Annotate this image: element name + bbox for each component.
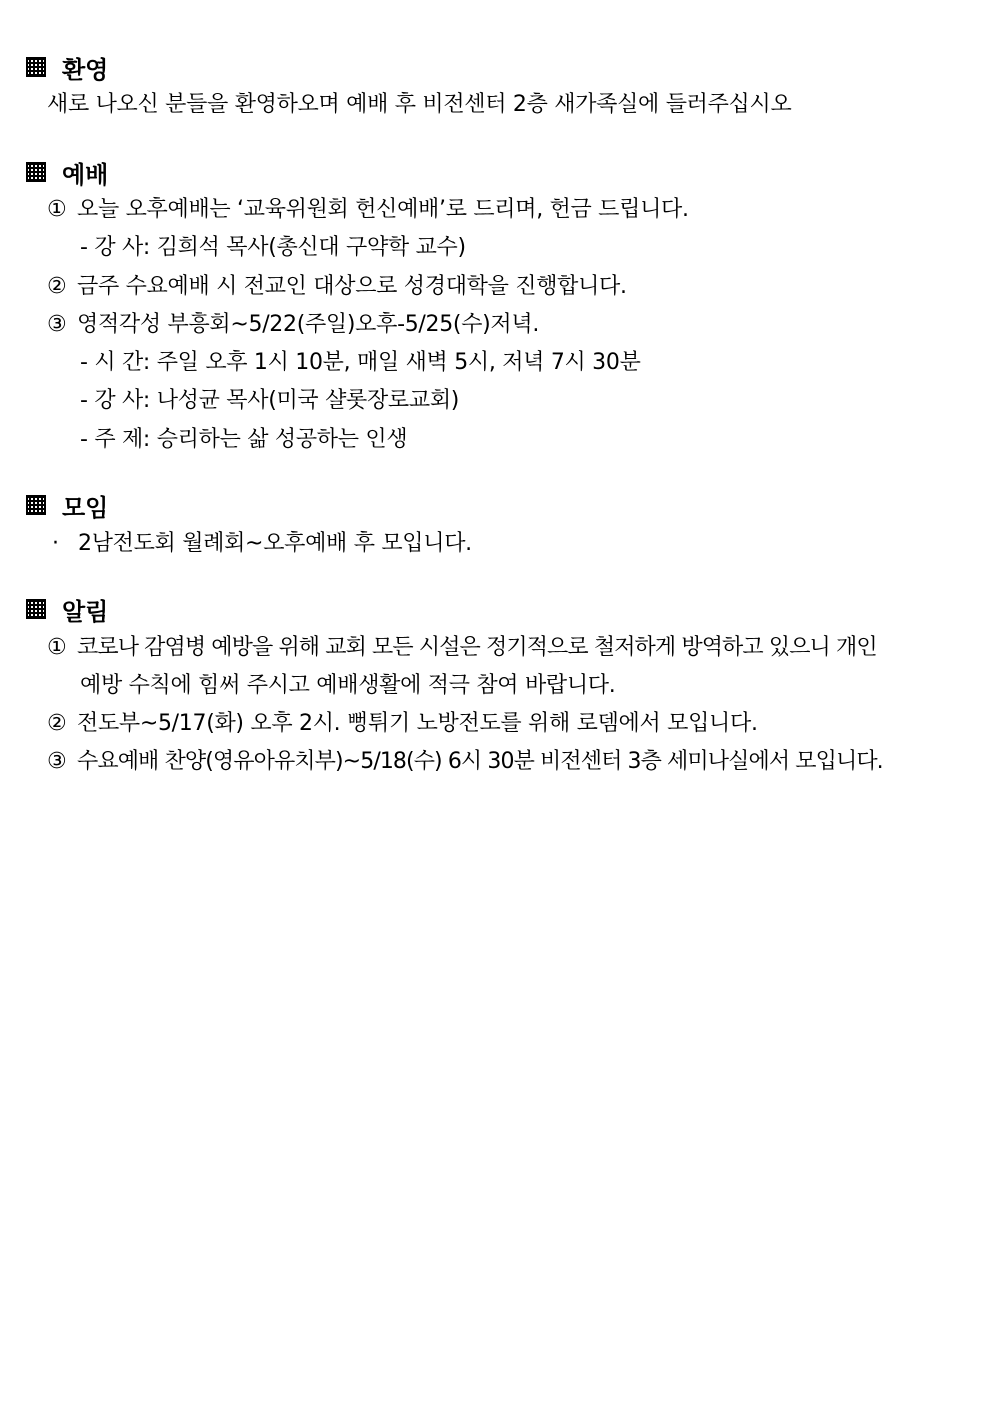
section-title: 환영 — [62, 55, 109, 84]
item-text: 영적각성 부흥회~5/22(주일)오후-5/25(수)저녁. — [77, 312, 540, 337]
bullet-dot-icon: · — [52, 531, 59, 556]
section-title: 예배 — [62, 160, 109, 189]
checker-square-icon — [26, 495, 46, 515]
section-heading — [26, 488, 108, 522]
section-heading — [26, 592, 108, 626]
item-text: 수요예배 찬양(영유아유치부)~5/18(수) 6시 30분 비전센터 3층 세미나실에서 모입니다. — [77, 749, 883, 774]
list-subitem: - 강 사: 김희석 목사(총신대 구약학 교수) — [80, 235, 466, 260]
section-heading — [26, 155, 108, 189]
item-number: ③ — [47, 312, 67, 337]
item-text: 전도부~5/17(화) 오후 2시. 뻥튀기 노방전도를 위해 로뎀에서 모입니다. — [77, 711, 758, 736]
item-number: ① — [47, 197, 67, 222]
item-text: 코로나 감염병 예방을 위해 교회 모든 시설은 정기적으로 철저하게 방역하고 있으니 개인 — [77, 635, 877, 660]
item-number: ① — [47, 635, 66, 660]
list-item — [47, 194, 689, 226]
list-subitem: - 시 간: 주일 오후 1시 10분, 매일 새벽 5시, 저녁 7시 30분 — [80, 350, 641, 375]
item-number: ② — [47, 711, 67, 736]
list-item — [47, 632, 877, 664]
section-title: 알림 — [62, 597, 109, 626]
list-item — [52, 528, 472, 560]
section-heading — [26, 50, 108, 84]
list-subitem: - 강 사: 나성균 목사(미국 샬롯장로교회) — [80, 388, 460, 413]
checker-square-icon — [26, 162, 46, 182]
section-title: 모임 — [62, 493, 109, 522]
list-subitem: 예방 수칙에 힘써 주시고 예배생활에 적극 참여 바랍니다. — [80, 673, 616, 698]
list-item — [47, 746, 883, 778]
list-item — [47, 309, 539, 341]
item-text: 오늘 오후예배는 ‘교육위원회 헌신예배’로 드리며, 헌금 드립니다. — [77, 197, 689, 222]
welcome-text: 새로 나오신 분들을 환영하오며 예배 후 비전센터 2층 새가족실에 들러주십시오 — [47, 92, 792, 117]
item-number: ③ — [47, 749, 66, 774]
list-subitem: - 주 제: 승리하는 삶 성공하는 인생 — [80, 427, 408, 452]
checker-square-icon — [26, 599, 46, 619]
item-number: ② — [47, 274, 67, 299]
checker-square-icon — [26, 57, 46, 77]
list-item — [47, 271, 627, 303]
item-text: 2남전도회 월례회~오후예배 후 모입니다. — [78, 531, 472, 556]
list-item — [47, 708, 758, 740]
item-text: 금주 수요예배 시 전교인 대상으로 성경대학을 진행합니다. — [77, 274, 627, 299]
